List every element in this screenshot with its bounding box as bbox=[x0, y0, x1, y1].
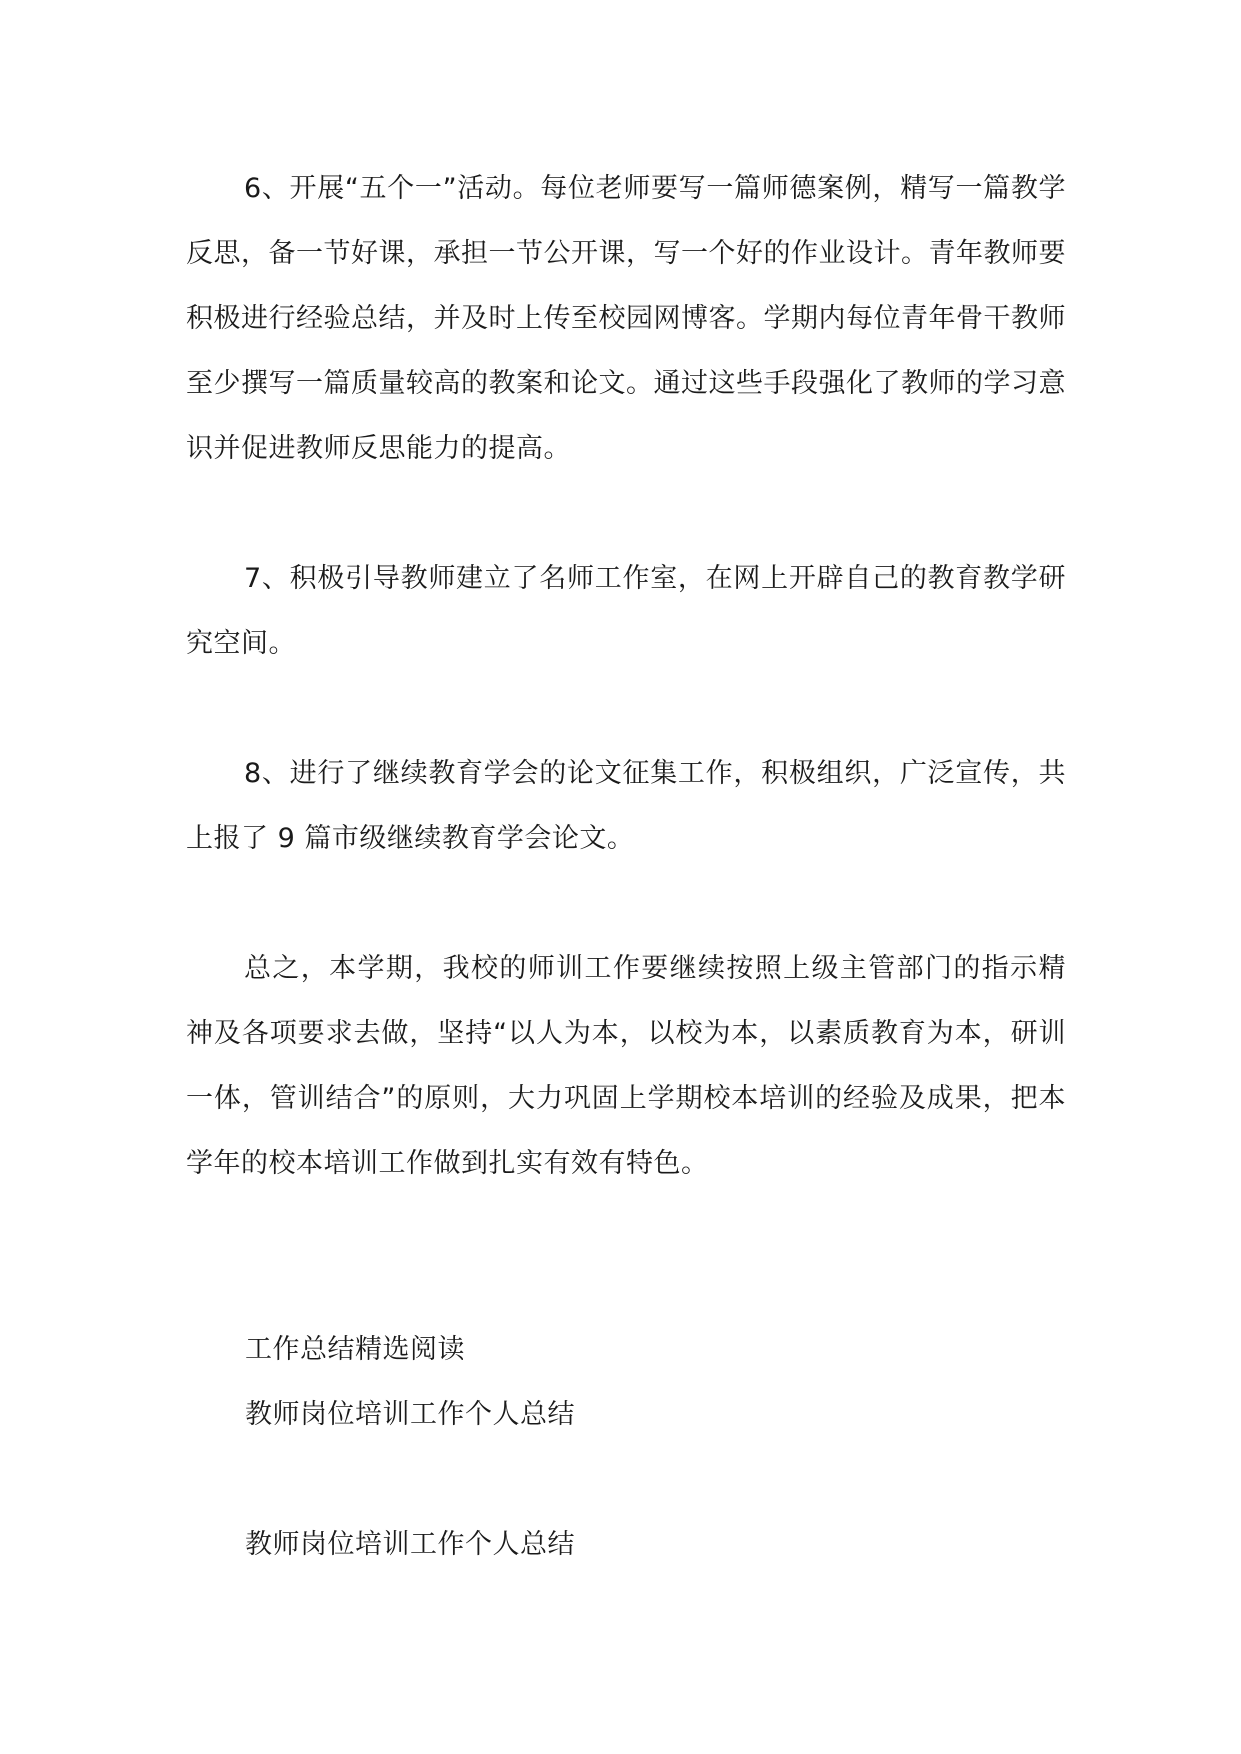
paragraph-item-8: 8、进行了继续教育学会的论文征集工作，积极组织，广泛宣传，共上报了 9 篇市级继续教育学会论文。 bbox=[186, 758, 1066, 854]
paragraph-conclusion: 总之，本学期，我校的师训工作要继续按照上级主管部门的指示精神及各项要求去做，坚持“以人为本，以校为本，以素质教育为本，研训一体，管训结合”的原则，大力巩固上学期校本培训的经验及成果，把本学年的校本培训工作做到扎实有效有特色。 bbox=[186, 953, 1066, 1179]
paragraph-item-6: 6、开展“五个一”活动。每位老师要写一篇师德案例，精写一篇教学反思，备一节好课，承担一节公开课，写一个好的作业设计。青年教师要积极进行经验总结，并及时上传至校园网博客。学期内每位青年骨干教师至少撰写一篇质量较高的教案和论文。通过这些手段强化了教师的学习意识并促进教师反思能力的提高。 bbox=[186, 173, 1066, 464]
paragraph-item-7: 7、积极引导教师建立了名师工作室，在网上开辟自己的教育教学研究空间。 bbox=[186, 563, 1066, 659]
related-reading-link[interactable]: 教师岗位培训工作个人总结 bbox=[245, 1399, 575, 1430]
related-reading-heading: 工作总结精选阅读 bbox=[245, 1334, 465, 1365]
related-reading-link[interactable]: 教师岗位培训工作个人总结 bbox=[245, 1529, 575, 1560]
